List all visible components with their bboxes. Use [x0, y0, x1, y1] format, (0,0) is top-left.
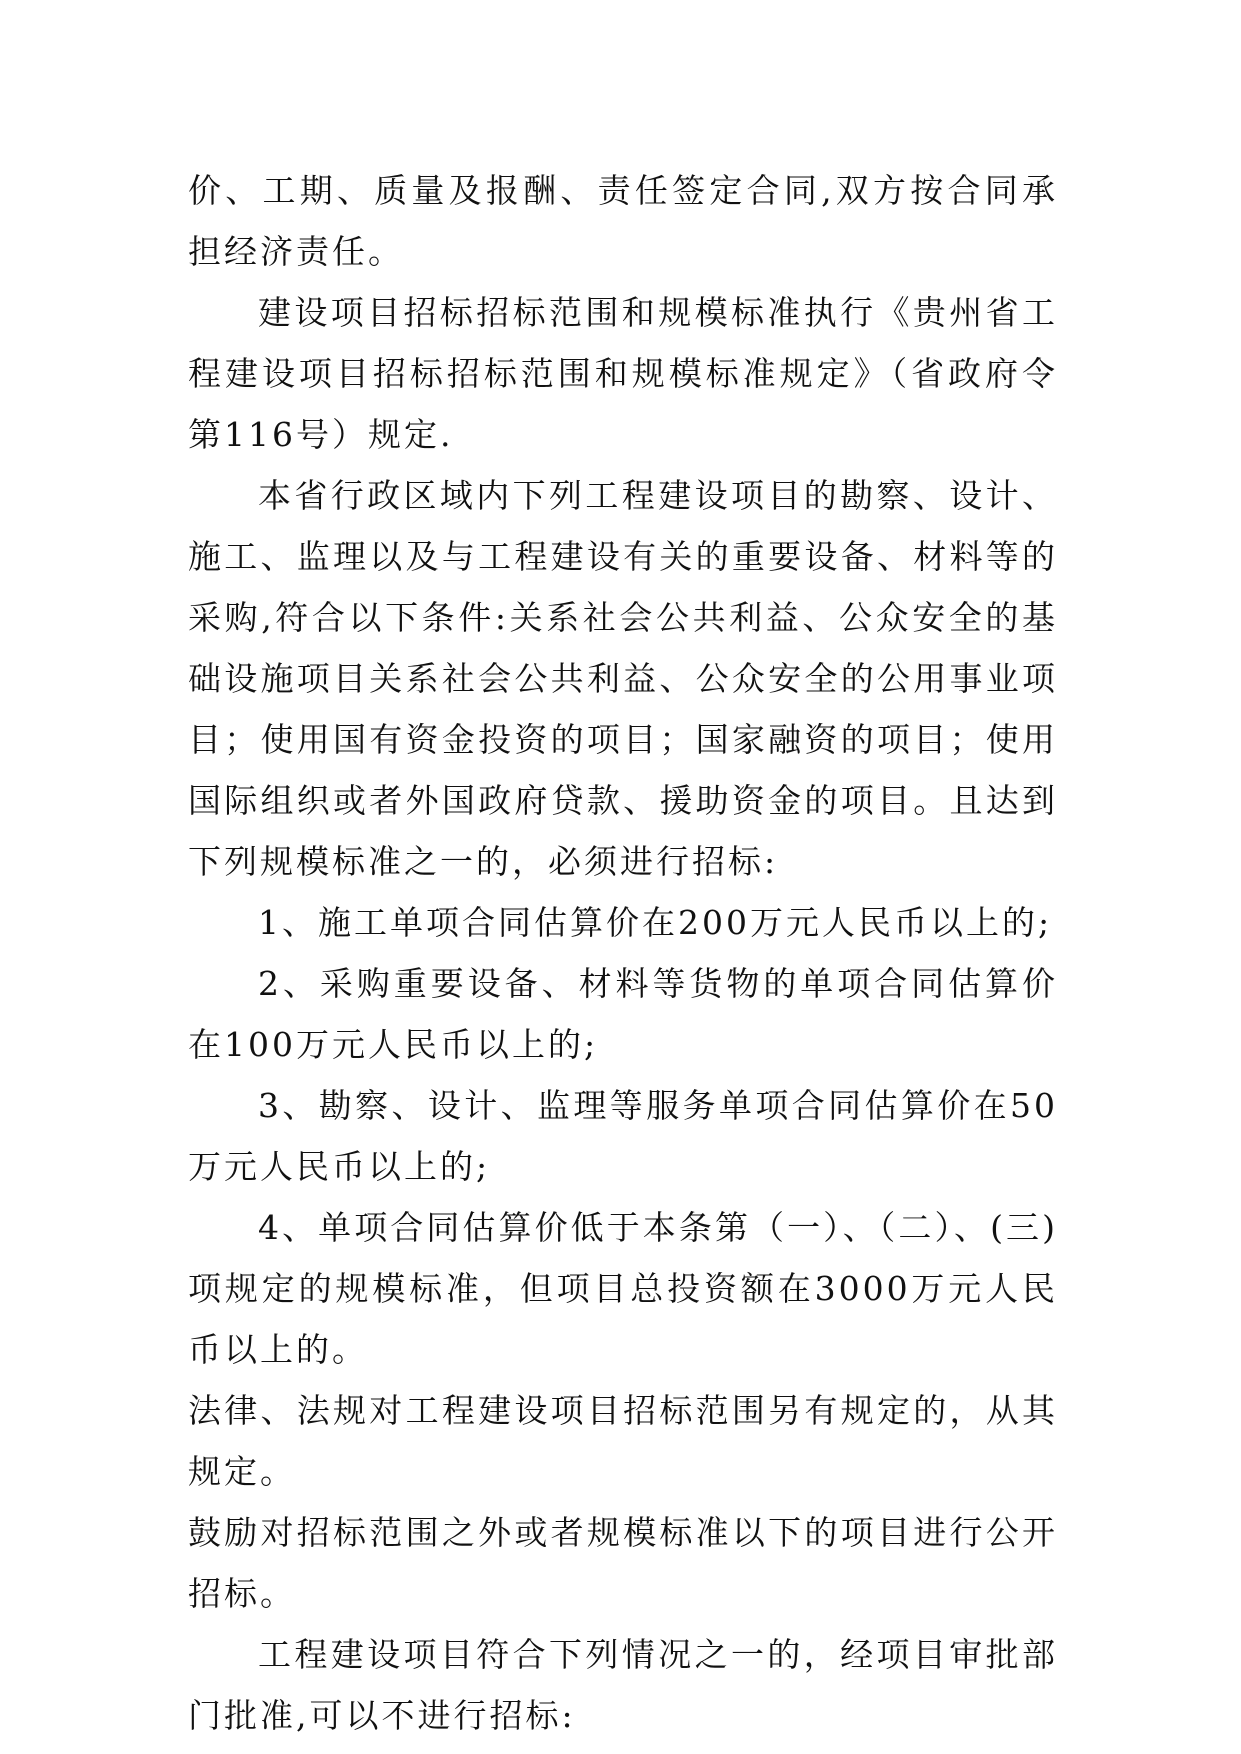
list-item-procurement-threshold: 2、采购重要设备、材料等货物的单项合同估算价在100万元人民币以上的;	[188, 964, 1058, 1064]
paragraph-other-regulations: 法律、法规对工程建设项目招标范围另有规定的，从其规定。	[188, 1391, 1058, 1491]
paragraph-exemption-intro: 工程建设项目符合下列情况之一的，经项目审批部门批准,可以不进行招标:	[188, 1635, 1058, 1735]
list-item-construction-threshold: 1、施工单项合同估算价在200万元人民币以上的;	[258, 903, 1053, 942]
list-item-services-threshold: 3、勘察、设计、监理等服务单项合同估算价在50万元人民币以上的;	[188, 1086, 1058, 1186]
paragraph-scale-standard-reference: 建设项目招标招标范围和规模标准执行《贵州省工程建设项目招标招标范围和规模标准规定》（省政府令第116号）规定.	[188, 293, 1058, 454]
list-item-total-investment-threshold: 4、单项合同估算价低于本条第（一）、（二）、(三)项规定的规模标准，但项目总投资额在3000万元人民币以上的。	[188, 1208, 1058, 1369]
document-page	[188, 160, 1058, 1746]
paragraph-contract-liability: 价、工期、质量及报酬、责任签定合同,双方按合同承担经济责任。	[188, 171, 1058, 271]
paragraph-bidding-conditions: 本省行政区域内下列工程建设项目的勘察、设计、施工、监理以及与工程建设有关的重要设备、材料等的采购,符合以下条件:关系社会公共利益、公众安全的基础设施项目关系社会公共利益、公众安全的公用事业项目；使用国有资金投资的项目；国家融资的项目；使用国际组织或者外国政府贷款、援助资金的项目。且达到下列规模标准之一的，必须进行招标:	[188, 476, 1058, 881]
paragraph-encourage-open-bidding: 鼓励对招标范围之外或者规模标准以下的项目进行公开招标。	[188, 1513, 1058, 1613]
